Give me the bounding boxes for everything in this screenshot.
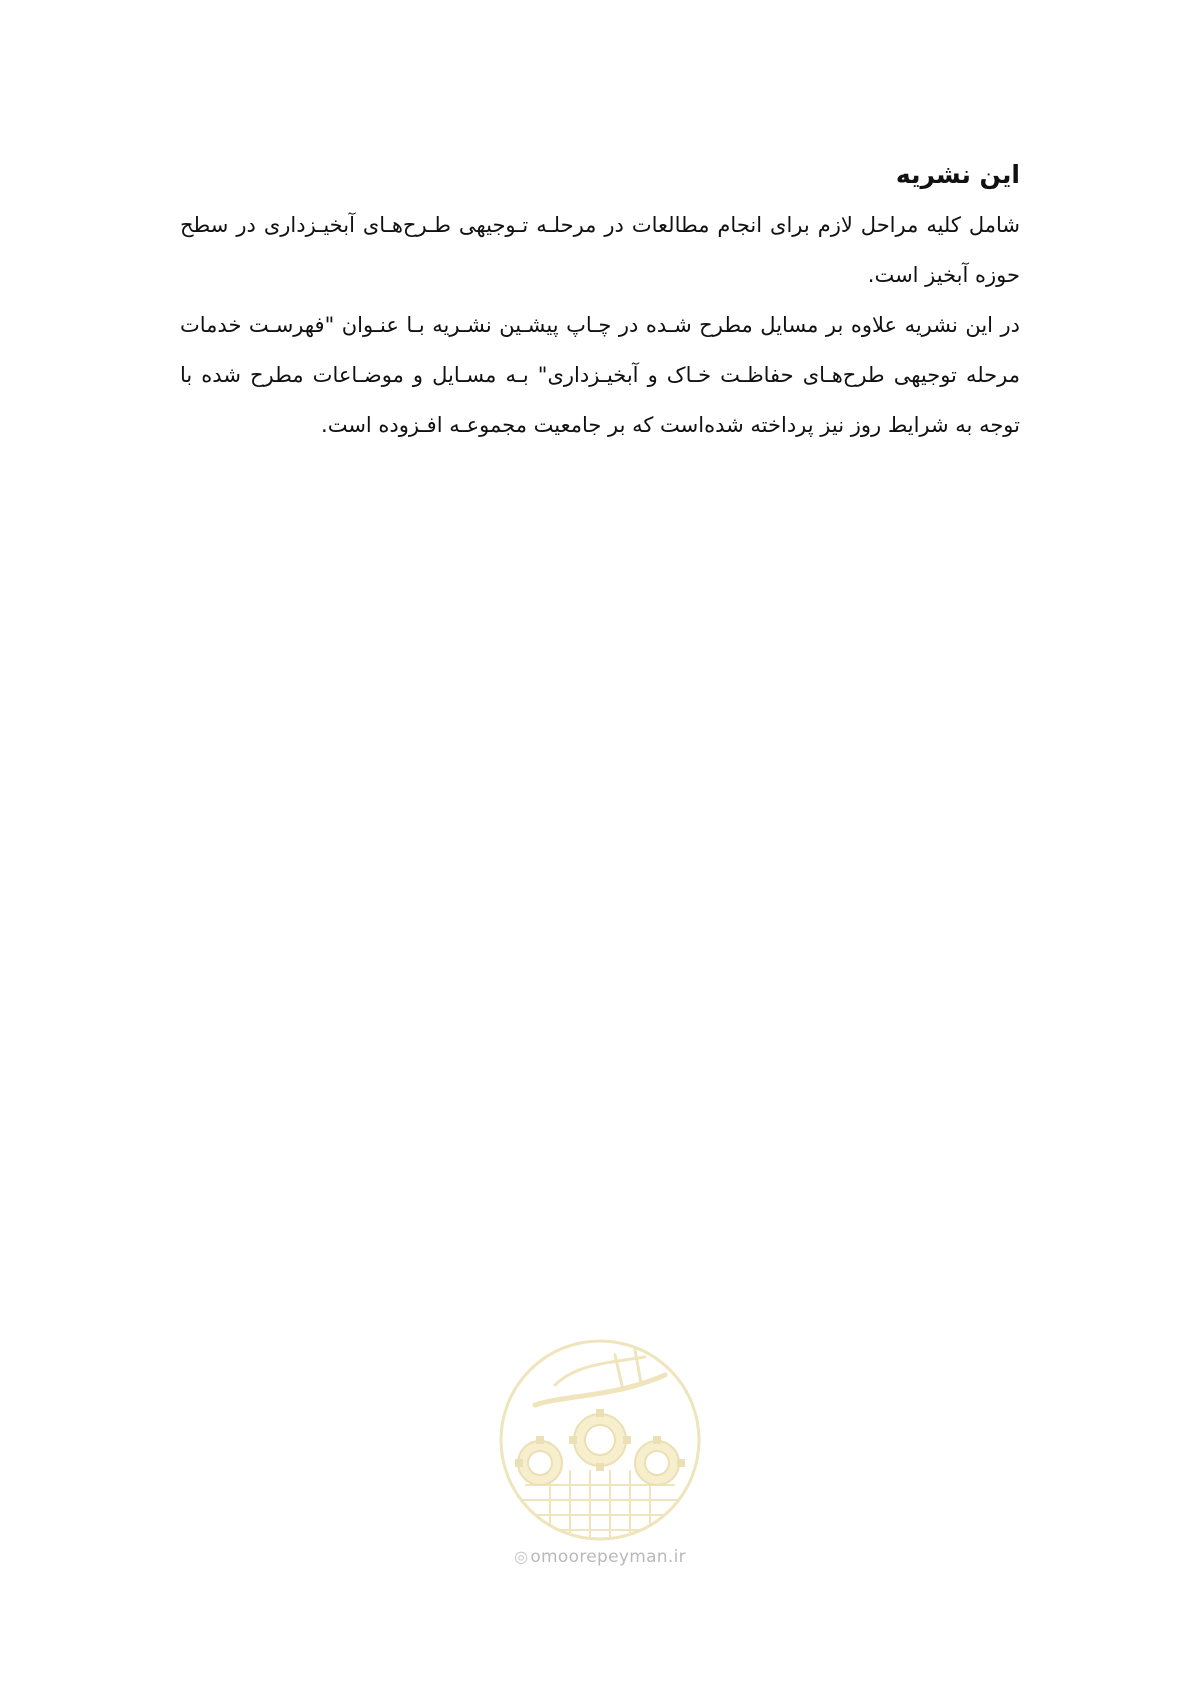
paragraph-scope: شامل کلیه مراحل لازم برای انجام مطالعات در مرحلـه تـوجیهی طـرح‌هـای آبخیـزداری در سطح حوزه آبخیز است. [180,213,1020,287]
document-body [180,150,1020,450]
section-heading: این نشریه [895,160,1020,189]
instagram-icon: ◎ [514,1547,529,1566]
paragraph-revision: در این نشریه علاوه بر مسایل مطرح شـده در چـاپ پیشـین نشـریه بـا عنـوان "فهرسـت خدمات مرحله توجیهی طرح‌هـای حفاظـت خـاک و آبخیـزداری" بـه مسـایل و موضـاعات مطرح شده با توجه به شرایط روز نیز پرداخته شده‌است که بر جامعیت مجموعـه افـزوده است. [180,313,1020,437]
watermark-logo [495,1335,705,1575]
watermark-url: ◎ omoorepeyman.ir [514,1547,686,1567]
watermark-seal-icon [495,1335,705,1545]
